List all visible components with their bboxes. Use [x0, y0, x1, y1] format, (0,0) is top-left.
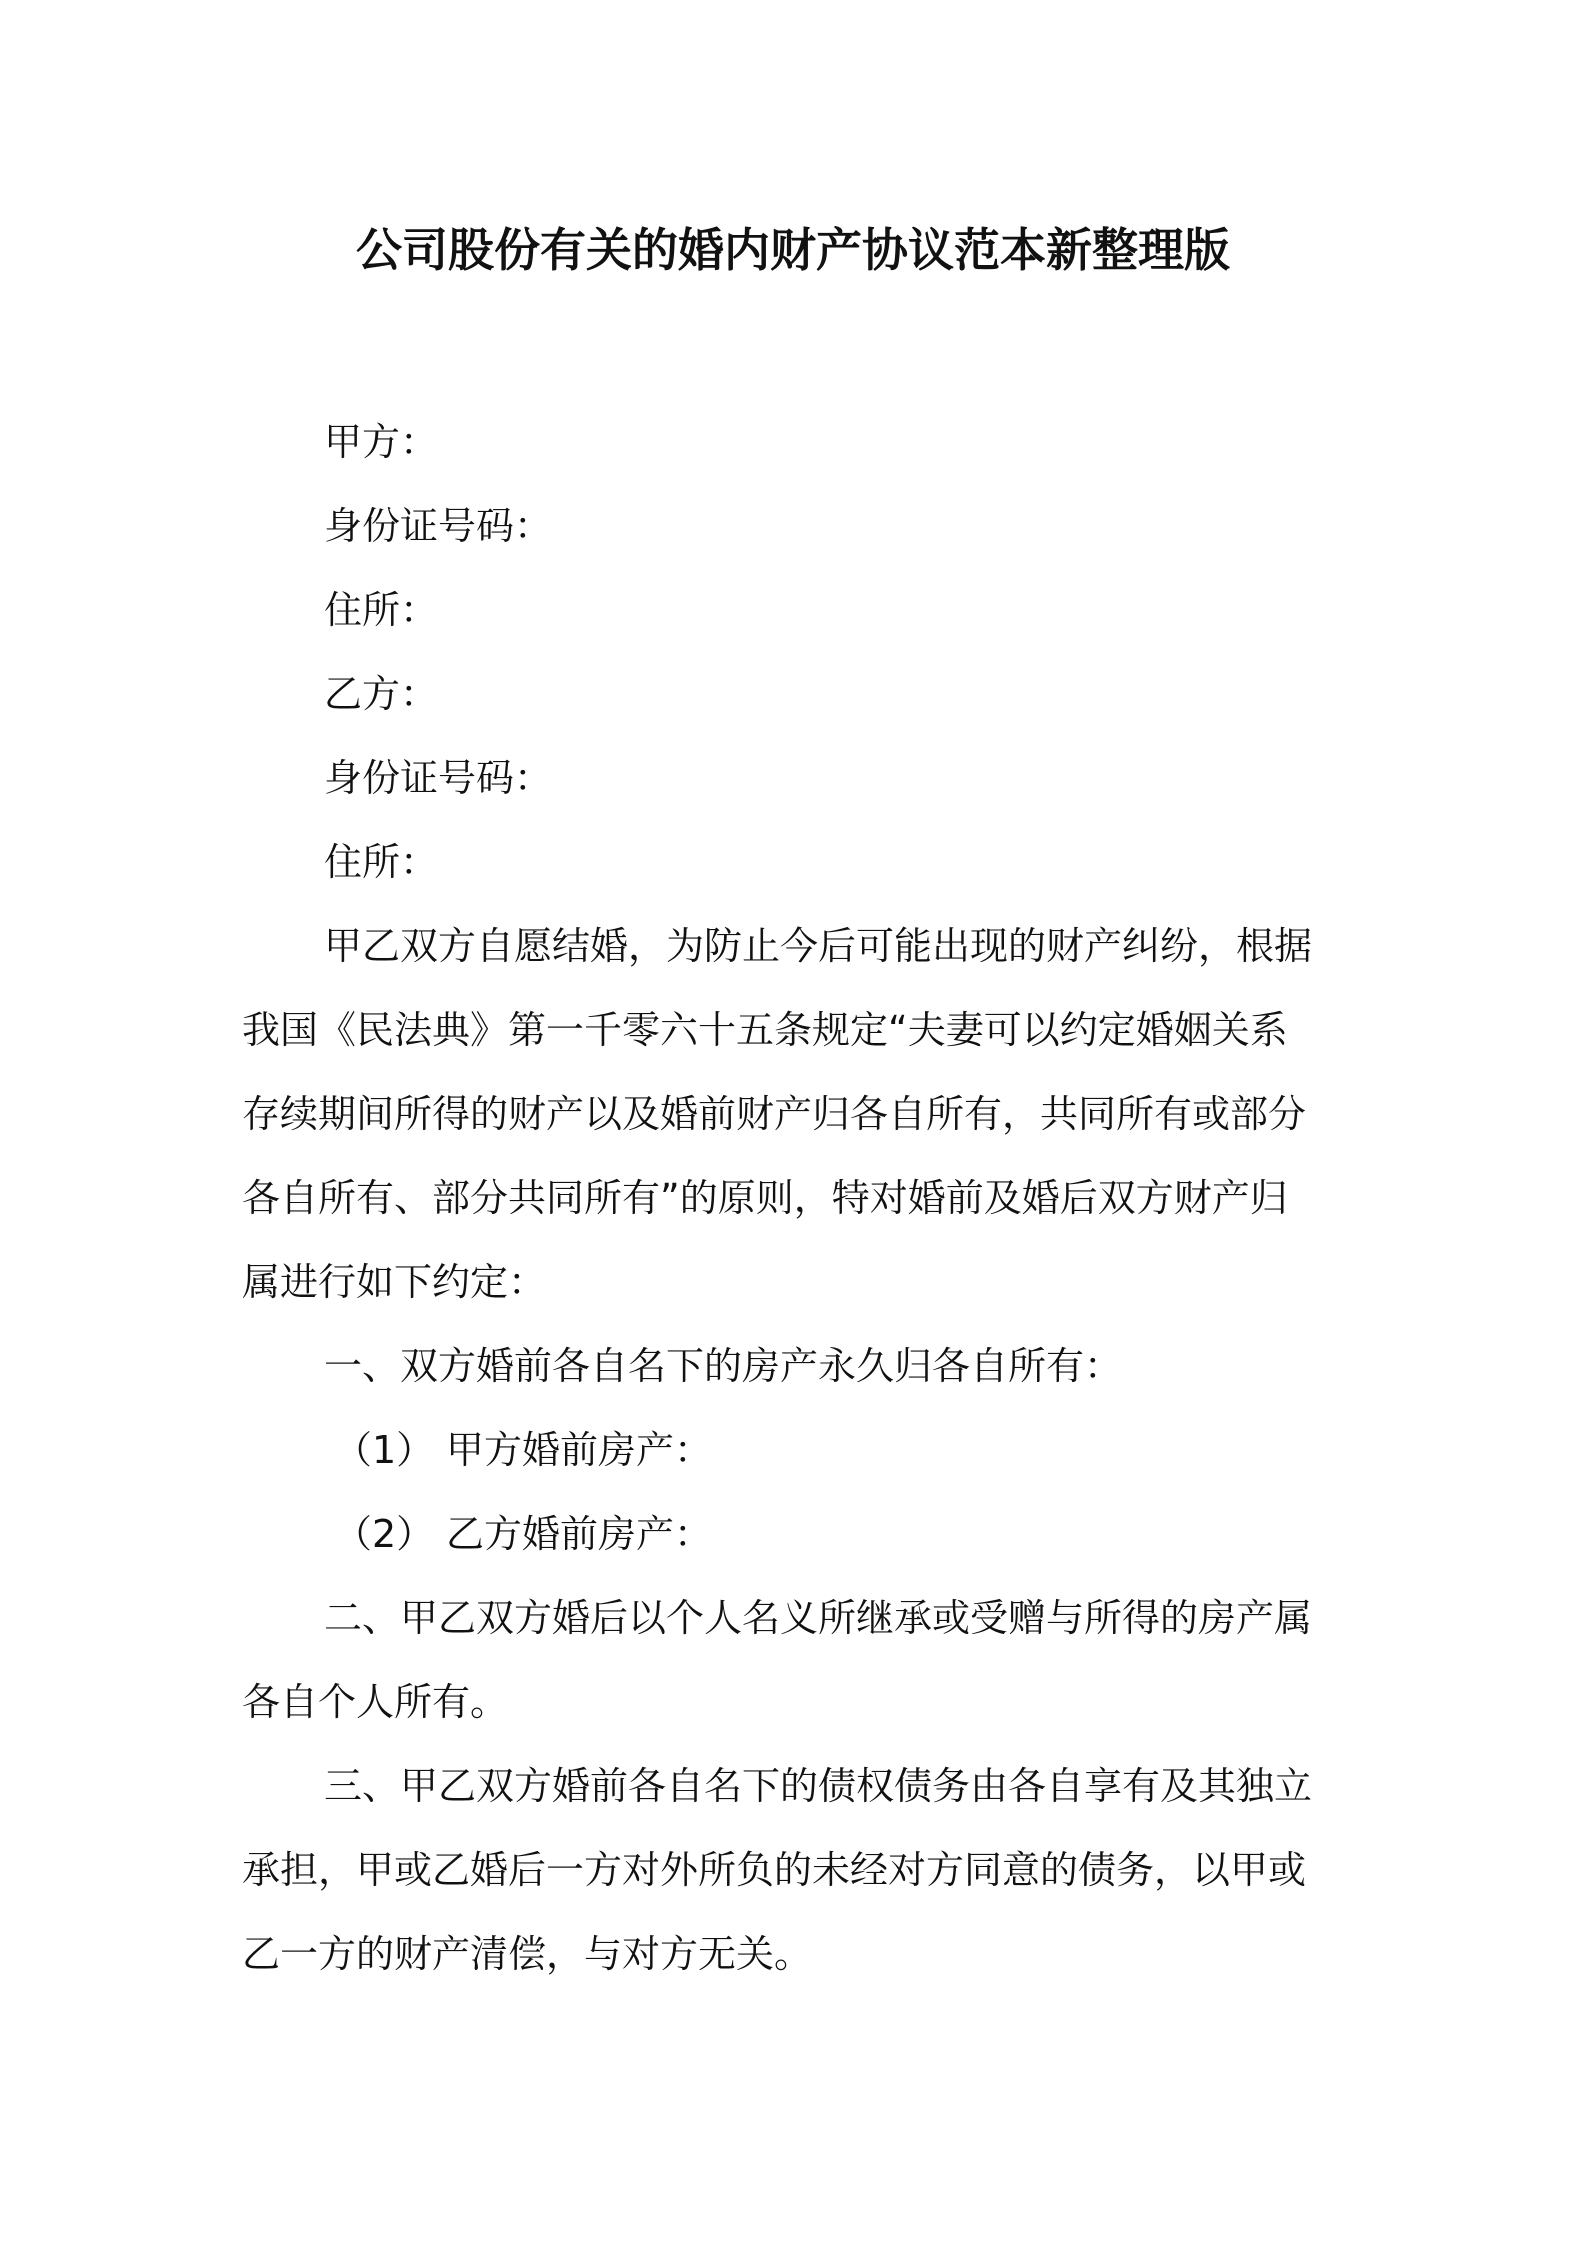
intro-paragraph	[242, 904, 1352, 1324]
item-text: 甲方婚前房产：	[446, 1428, 713, 1472]
clause-3-line: 承担，甲或乙婚后一方对外所负的未经对方同意的债务，以甲或	[242, 1848, 1307, 1892]
clause-2-line: 各自个人所有。	[242, 1680, 509, 1724]
party-b-label: 乙方：	[324, 672, 439, 716]
clause-3-paragraph	[242, 1744, 1352, 1996]
intro-line: 属进行如下约定：	[242, 1260, 547, 1304]
party-a-address-label: 住所：	[324, 588, 439, 632]
item-number: （1）	[334, 1428, 435, 1472]
party-a-id-label: 身份证号码：	[324, 504, 553, 548]
intro-line: 甲乙双方自愿结婚，为防止今后可能出现的财产纠纷，根据	[324, 924, 1313, 968]
clause-1-heading: 一、双方婚前各自名下的房产永久归各自所有：	[324, 1344, 1123, 1388]
item-text: 乙方婚前房产：	[446, 1512, 713, 1556]
clause-1-item-1	[242, 1408, 1352, 1492]
party-b-address-label: 住所：	[324, 840, 439, 884]
clause-3-line: 三、甲乙双方婚前各自名下的债权债务由各自享有及其独立	[324, 1764, 1313, 1808]
clause-2-line: 二、甲乙双方婚后以个人名义所继承或受赠与所得的房产属	[324, 1596, 1313, 1640]
intro-line: 各自所有、部分共同所有”的原则，特对婚前及婚后双方财产归	[242, 1176, 1288, 1220]
party-a-label: 甲方：	[324, 420, 439, 464]
intro-line: 存续期间所得的财产以及婚前财产归各自所有，共同所有或部分	[242, 1092, 1307, 1136]
intro-line: 我国《民法典》第一千零六十五条规定“夫妻可以约定婚姻关系	[242, 1008, 1288, 1052]
document-title: 公司股份有关的婚内财产协议范本新整理版	[356, 223, 1230, 277]
clause-1-item-2	[242, 1492, 1352, 1576]
item-number: （2）	[334, 1512, 435, 1556]
clause-2-paragraph	[242, 1576, 1352, 1744]
clause-3-line: 乙一方的财产清偿，与对方无关。	[242, 1932, 813, 1976]
party-b-id-label: 身份证号码：	[324, 756, 553, 800]
document-body	[242, 400, 1352, 1996]
